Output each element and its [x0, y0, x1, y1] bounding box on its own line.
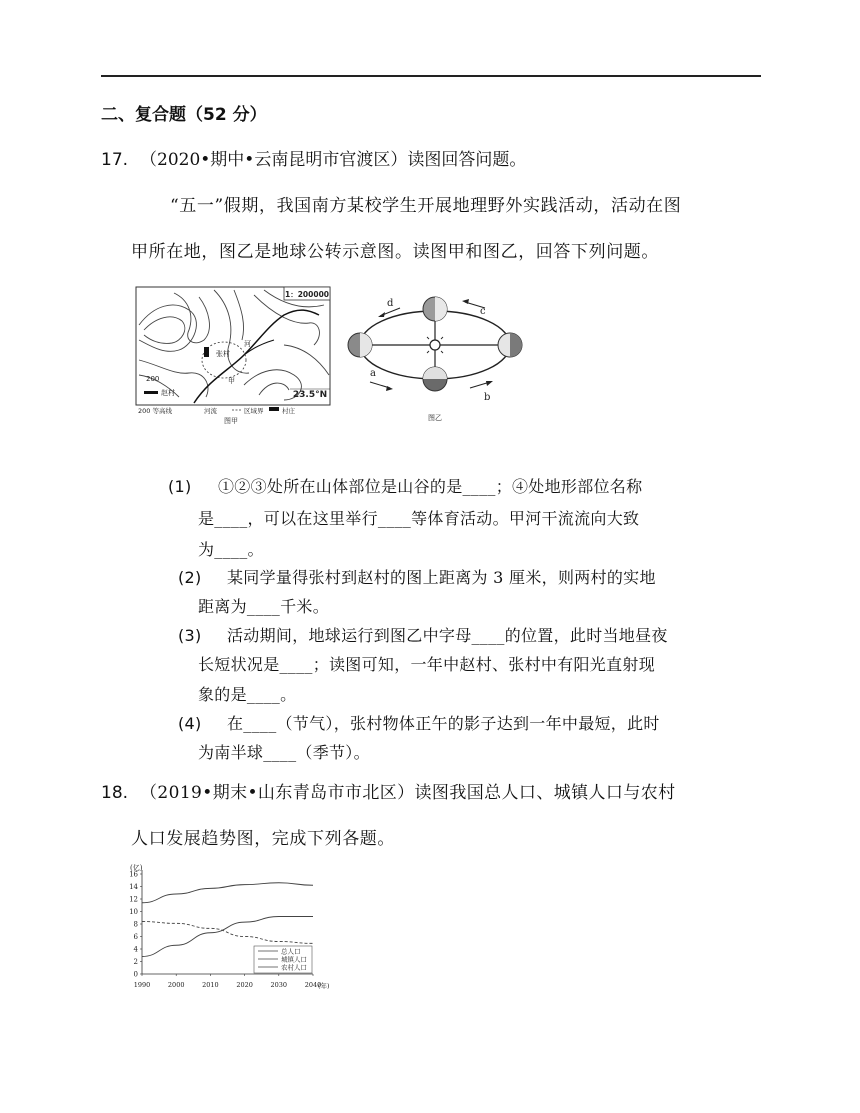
x-tick-label: 1990	[133, 981, 151, 989]
figure-jia-contour-map	[134, 285, 334, 425]
top-rule	[101, 75, 761, 77]
q18-number: 18.	[101, 783, 129, 803]
legend-village: 村庄	[282, 407, 295, 415]
x-tick-label: 2030	[270, 981, 288, 989]
y-tick-label: 8	[133, 920, 138, 929]
q17-p1-number: (1)	[168, 477, 192, 496]
q17-p3-line1: 活动期间，地球运行到图乙中字母____的位置，此时当地昼夜	[227, 626, 668, 645]
q17-p1-line1: ①②③处所在山体部位是山谷的是____；④处地形部位名称	[218, 477, 643, 496]
y-tick-label: 14	[129, 883, 138, 891]
legend-entry: 城镇人口	[281, 955, 307, 964]
label-a: a	[370, 368, 376, 379]
x-tick-label: 2040	[304, 981, 322, 989]
legend-boundary: 区域界	[244, 407, 264, 415]
series-line-1	[142, 883, 313, 903]
q17-intro-line1: “五一”假期，我国南方某校学生开展地理野外实践活动，活动在图	[170, 196, 682, 216]
chart-ylabel: (亿)	[130, 864, 143, 872]
caption-jia: 图甲	[224, 417, 238, 425]
series-line-3	[142, 922, 313, 944]
contour-200-label: 200	[146, 375, 160, 383]
label-d: d	[387, 298, 394, 309]
scale-label: 1：200000	[284, 290, 330, 299]
q17-p4-line1: 在____（节气），张村物体正午的影子达到一年中最短，此时	[227, 714, 660, 733]
q17-intro-line2: 甲所在地，图乙是地球公转示意图。读图甲和图乙，回答下列问题。	[131, 242, 659, 262]
q17-p3-line2: 长短状况是____；读图可知，一年中赵村、张村中有阳光直射现	[198, 655, 656, 674]
population-trend-chart	[118, 860, 348, 995]
section-title: 二、复合题（52 分）	[101, 105, 267, 125]
q17-p3-line3: 象的是____。	[198, 685, 297, 704]
legend-entry: 总人口	[281, 947, 301, 956]
chart-series	[142, 883, 313, 957]
q17-p2-line1: 某同学量得张村到赵村的图上距离为 3 厘米，则两村的实地	[227, 568, 656, 587]
label-b: b	[484, 392, 491, 403]
y-tick-label: 4	[133, 945, 138, 954]
caption-yi: 图乙	[428, 414, 442, 422]
x-tick-label: 2020	[236, 981, 253, 989]
q17-p4-line2: 为南半球____（季节）。	[198, 743, 370, 762]
latitude-label: 23.5°N	[292, 390, 328, 400]
chart-legend	[254, 946, 312, 973]
y-tick-label: 12	[129, 895, 138, 904]
legend-contour: 200 等高线	[138, 407, 172, 415]
legend-zhao: 赵村	[161, 389, 175, 397]
village-zhang-label: 张村	[216, 350, 230, 358]
q18-source-line2: 人口发展趋势图，完成下列各题。	[131, 829, 395, 849]
q17-number: 17.	[101, 150, 129, 170]
y-tick-label: 6	[133, 933, 138, 941]
q17-p1-line3: 为____。	[198, 540, 264, 559]
y-tick-label: 10	[129, 908, 138, 916]
legend-entry: 农村人口	[281, 963, 307, 972]
chart-xlabel: (年)	[318, 982, 330, 990]
x-tick-label: 2000	[167, 981, 185, 989]
q17-source: （2020•期中•云南昆明市官渡区）读图回答问题。	[140, 150, 527, 170]
q17-p3-number: (3)	[178, 626, 202, 645]
river-label: 河	[244, 340, 251, 348]
x-tick-label: 2010	[202, 981, 219, 989]
y-tick-label: 2	[133, 958, 138, 966]
y-tick-label: 16	[129, 870, 138, 879]
q18-source-line1: （2019•期末•山东青岛市市北区）读图我国总人口、城镇人口与农村	[140, 783, 676, 803]
q17-p2-number: (2)	[178, 568, 202, 587]
legend-river: 河流	[204, 407, 217, 415]
label-c: c	[480, 306, 486, 317]
q17-p2-line2: 距离为____千米。	[198, 597, 330, 616]
q17-p1-line2: 是____，可以在这里举行____等体育活动。甲河干流流向大致	[198, 509, 640, 528]
y-tick-label: 0	[133, 970, 138, 979]
marker-jia: 甲	[228, 377, 235, 385]
figure-yi-revolution	[340, 290, 530, 425]
q17-p4-number: (4)	[178, 714, 202, 733]
